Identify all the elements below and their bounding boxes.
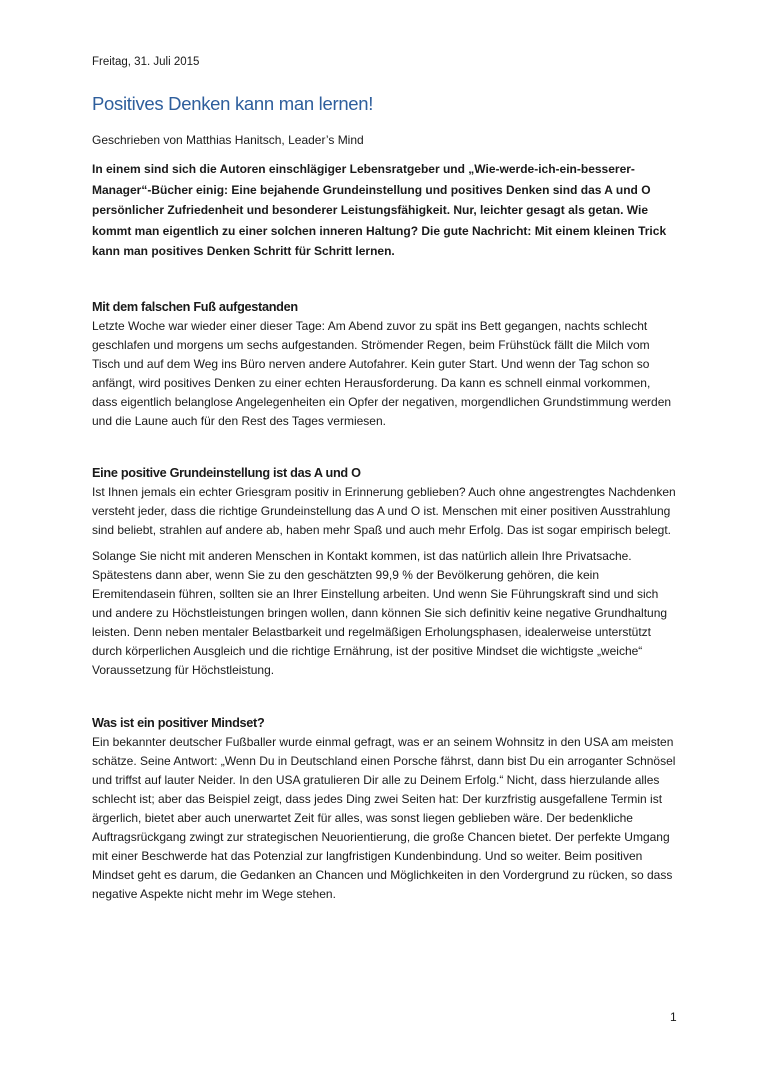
document-date: Freitag, 31. Juli 2015	[92, 56, 200, 68]
article-lead: In einem sind sich die Autoren einschlägiger Lebensratgeber und „Wie-werde-ich-ein-besserer-Manager“-Bücher einig: Eine bejahende Grundeinstellung und positives Denken sind das A und O persönlicher Zufriedenheit und besonderer Leistungsfähigkeit. Nur, leichter gesagt als getan. Wie kommt man eigentlich zu einer solchen inneren Haltung? Die gute Nachricht: Mit einem kleinen Trick kann man positives Denken Schritt für Schritt lernen.	[92, 162, 667, 258]
section-heading: Mit dem falschen Fuß aufgestanden	[92, 299, 298, 314]
section-heading: Was ist ein positiver Mindset?	[92, 715, 265, 730]
section-paragraph: Ein bekannter deutscher Fußballer wurde einmal gefragt, was er an seinem Wohnsitz in den USA am meisten schätze. Seine Antwort: „Wenn Du in Deutschland einen Porsche fährst, dann bist Du ein arroganter Schnösel und triffst auf lauter Neider. In den USA gratulieren Dir alle zu Deinem Erfolg.“ Nicht, dass hierzulande alles schlecht ist; aber das Beispiel zeigt, dass jedes Ding zwei Seiten hat: Der kurzfristig ausgefallene Termin ist ärgerlich, bietet aber auch unerwartet Zeit für alles, was sonst liegen geblieben wäre. Der bedenkliche Auftragsrückgang zwingt zur strategischen Neuorientierung, die große Chancen bietet. Der perfekte Umgang mit einer Beschwerde hat das Potenzial zur langfristigen Kundenbindung. Und so weiter. Beim positiven Mindset geht es darum, die Gedanken an Chancen und Möglichkeiten in den Vordergrund zu rücken, so dass negative Aspekte nicht mehr im Wege stehen.	[92, 734, 676, 901]
section-heading: Eine positive Grundeinstellung ist das A und O	[92, 465, 361, 480]
section-paragraph: Letzte Woche war wieder einer dieser Tage: Am Abend zuvor zu spät ins Bett gegangen, nachts schlecht geschlafen und morgens um sechs aufgestanden. Strömender Regen, beim Frühstück fällt die Milch vom Tisch und auf dem Weg ins Büro nerven andere Autofahrer. Kein guter Start. Und wenn der Tag schon so anfängt, wird positives Denken zu einer echten Herausforderung. Da kann es schnell einmal vorkommen, dass eigentlich belanglose Angelegenheiten ein Opfer der negativen, morgendlichen Grundstimmung werden und die Laune auch für den Rest des Tages vermiesen.	[92, 318, 672, 428]
article-title: Positives Denken kann man lernen!	[92, 93, 374, 114]
page-number: 1	[670, 1010, 677, 1024]
section-paragraph: Solange Sie nicht mit anderen Menschen in Kontakt kommen, ist das natürlich allein Ihre Privatsache. Spätestens dann aber, wenn Sie zu den geschätzten 99,9 % der Bevölkerung gehören, die kein Eremitendasein führen, sollten sie an Ihrer Einstellung arbeiten. Und wenn Sie Führungskraft sind und sich und andere zu Höchstleistungen bringen wollen, dann können Sie sich definitiv keine negative Grundhaltung leisten. Denn neben mentaler Belastbarkeit und regelmäßigen Erholungsphasen, idealerweise unterstützt durch körperlichen Ausgleich und die richtige Ernährung, ist der positive Mindset die wichtigste „weiche“ Voraussetzung für Höchstleistung.	[92, 548, 668, 677]
section-paragraph: Ist Ihnen jemals ein echter Griesgram positiv in Erinnerung geblieben? Auch ohne angestrengtes Nachdenken versteht jeder, dass die richtige Grundeinstellung das A und O ist. Menschen mit einer positiven Ausstrahlung sind beliebt, strahlen auf andere ab, haben mehr Spaß und auch mehr Erfolg. Das ist sogar empirisch belegt.	[92, 484, 676, 537]
author-line: Geschrieben von Matthias Hanitsch, Leader’s Mind	[92, 133, 364, 147]
page-content	[92, 55, 678, 904]
